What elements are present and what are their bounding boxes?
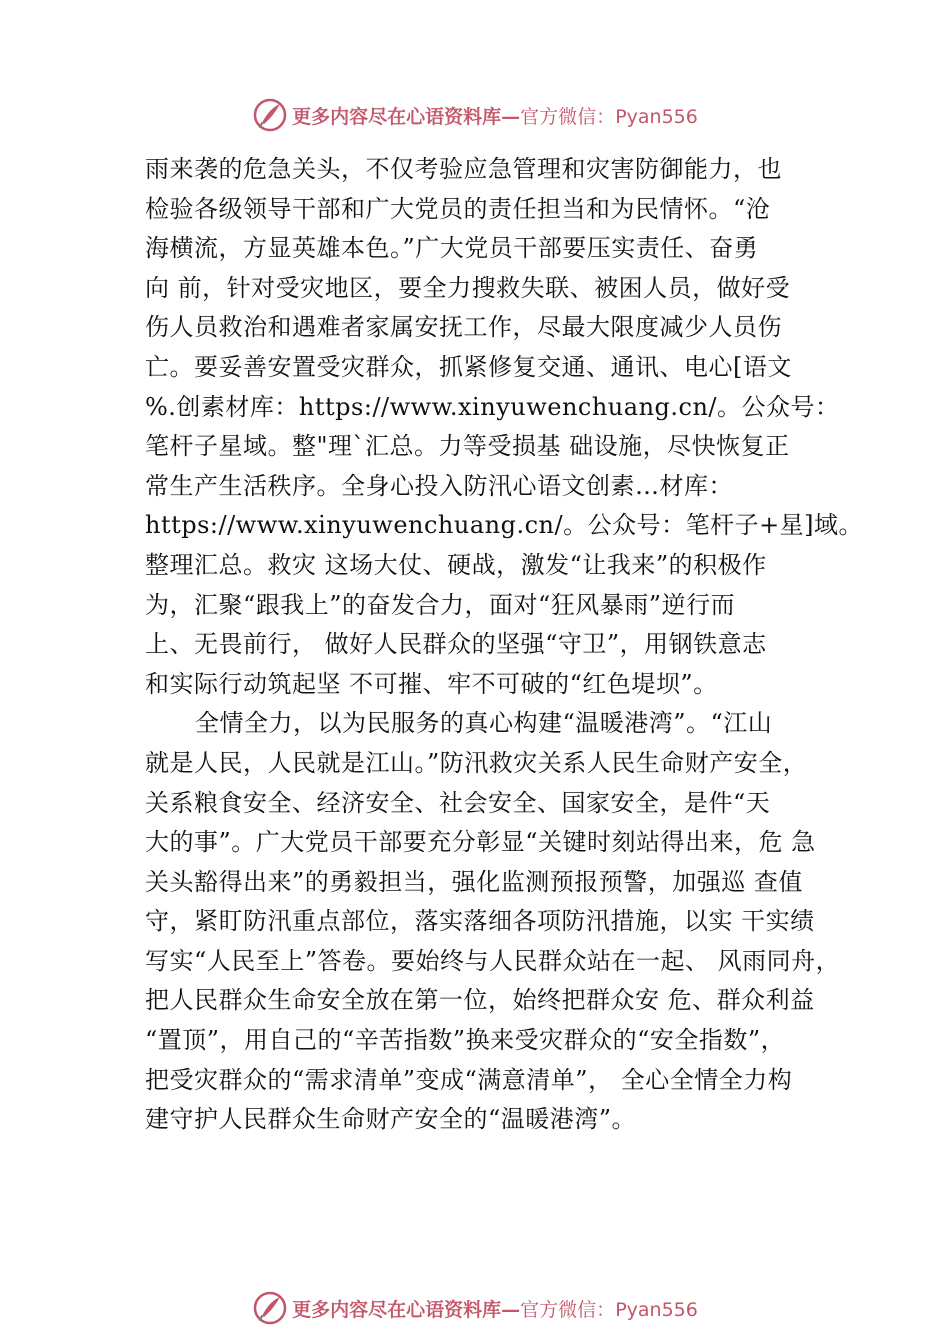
body-line: 向 前，针对受灾地区，要全力搜救失联、被困人员，做好受 [145,273,791,302]
body-line: 为，汇聚“跟我上”的奋发合力，面对“狂风暴雨”逆行而 [145,590,736,619]
body-line: 上、无畏前行， 做好人民群众的坚强“守卫”，用钢铁意志 [145,630,767,659]
body-line: “置顶”，用自己的“辛苦指数”换来受灾群众的“安全指数”， [145,1026,786,1055]
footer-wechat-id: Pyan556 [615,1298,698,1321]
body-line: 常生产生活秩序。全身心投入防汛心语文创素…材库： [145,471,733,500]
body-line: 就是人民，人民就是江山。”防汛救灾关系人民生命财产安全， [145,748,808,777]
header-text [292,102,698,129]
body-line: 雨来袭的危急关头，不仅考验应急管理和灾害防御能力，也 [145,155,782,183]
paragraph-start-line: 全情全力，以为民服务的真心构建“温暖港湾”。“江山 [195,709,773,738]
body-line: 大的事”。广大党员干部要充分彰显“关键时刻站得出来，危 急 [145,828,816,857]
body-line: 关系粮食安全、经济安全、社会安全、国家安全，是件“天 [145,788,771,817]
body-line: 把人民群众生命安全放在第一位，始终把群众安 危、群众利益 [145,986,815,1015]
header-banner [0,95,950,135]
quill-logo-icon [252,97,288,133]
body-line: https://www.xinyuwenchuang.cn/。公众号：笔杆子+星]域。 [145,511,864,540]
body-line: 和实际行动筑起坚 不可摧、牢不可破的“红色堤坝”。 [145,669,718,698]
body-line: 伤人员救治和遇难者家属安抚工作，尽最大限度减少人员伤 [145,313,782,342]
body-line: 亡。要妥善安置受灾群众，抓紧修复交通、通讯、电心[语文 [145,352,792,381]
quill-logo-icon [252,1290,288,1326]
footer-banner [0,1288,950,1328]
footer-official: 官方微信： [520,1298,616,1321]
body-line: 整理汇总。救灾 这场大仗、硬战，激发“让我来”的积极作 [145,550,767,579]
body-line: 关头豁得出来”的勇毅担当，强化监测预报预警，加强巡 查值 [145,867,803,896]
footer-prefix: 更多内容尽在心语资料库 [292,1298,502,1321]
header-prefix: 更多内容尽在心语资料库 [292,105,502,128]
body-line: 守，紧盯防汛重点部位，落实落细各项防汛措施，以实 干实绩 [145,907,815,936]
header-official: 官方微信： [520,105,616,128]
header-wechat-id: Pyan556 [615,105,698,128]
body-line: 把受灾群众的“需求清单”变成“满意清单”， 全心全情全力构 [145,1065,793,1094]
footer-text [292,1295,698,1322]
body-line: 写实“人民至上”答卷。要始终与人民群众站在一起、 风雨同舟， [145,946,841,975]
body-line: 笔杆子星域。整"理`汇总。力等受损基 础设施，尽快恢复正 [145,432,790,461]
body-line: 建守护人民群众生命财产安全的“温暖港湾”。 [145,1105,637,1134]
footer-dash: — [501,1298,521,1321]
body-line: 检验各级领导干部和广大党员的责任担当和为民情怀。“沧 [145,194,771,223]
article-body [145,150,864,1140]
header-dash: — [501,105,521,128]
body-line: %.创素材库：https://www.xinyuwenchuang.cn/。公众号： [145,392,840,421]
body-line: 海横流，方显英雄本色。”广大党员干部要压实责任、奋勇 [145,234,759,263]
